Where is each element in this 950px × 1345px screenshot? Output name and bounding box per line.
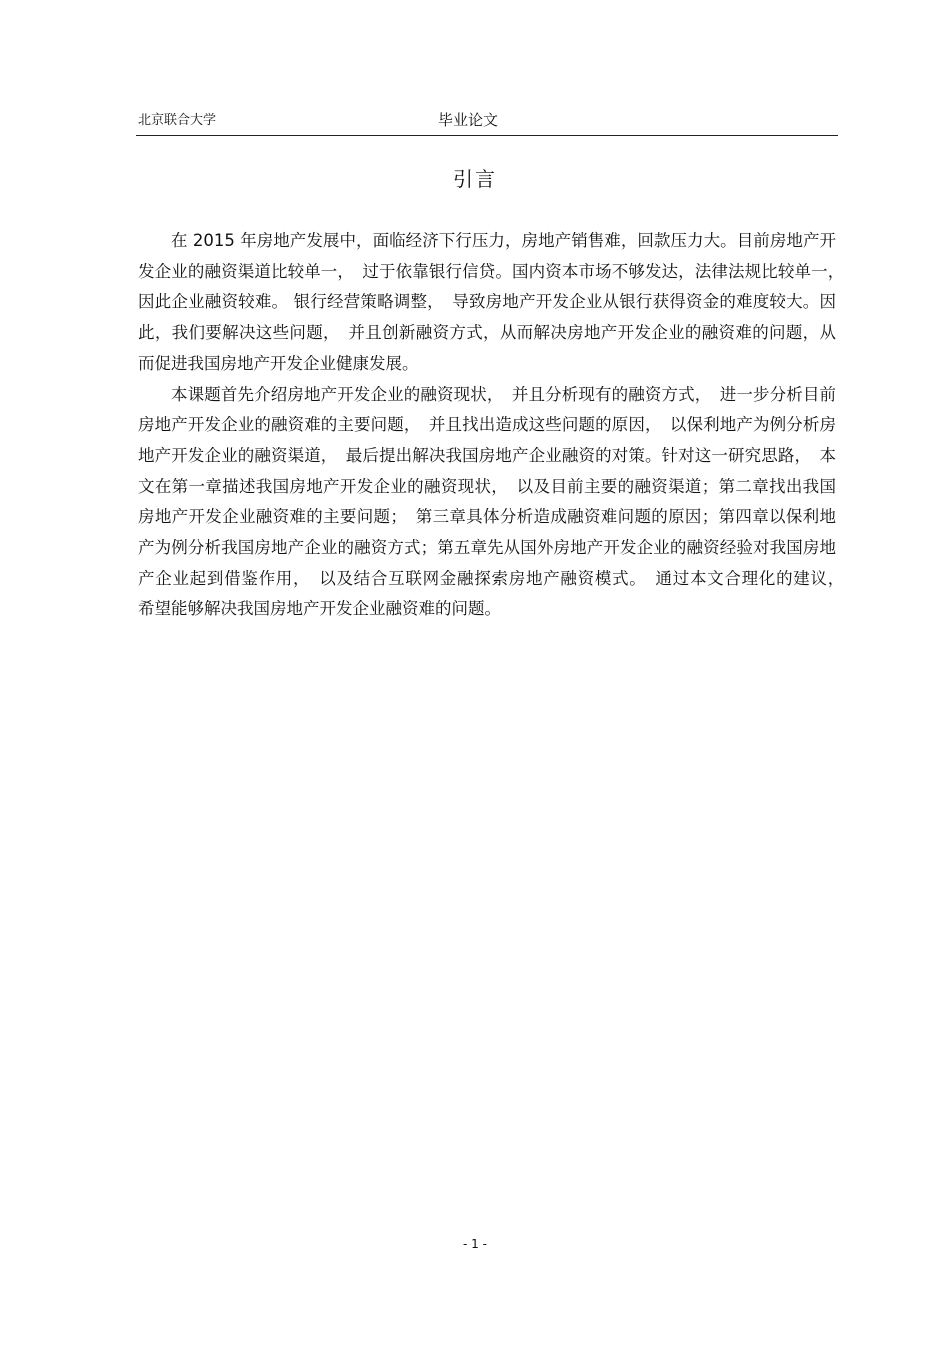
header-doc-type: 毕业论文 xyxy=(438,111,499,129)
body-text xyxy=(138,226,853,625)
section-title: 引言 xyxy=(453,167,497,191)
paragraph-1: 在 2015 年房地产发展中，面临经济下行压力，房地产销售难，回款压力大。目前房地产开发企业的融资渠道比较单一， 过于依靠银行信贷。国内资本市场不够发达，法律法规比较单一， 因此企业融资较难。 银行经营策略调整， 导致房地产开发企业从银行获得资金的难度较大。因此，我们要解决这些问题， 并且创新融资方式，从而解决房地产开发企业的融资难的问题，从而促进我国房地产开发企业健康发展。 xyxy=(138,231,853,373)
header-divider xyxy=(136,135,838,136)
page-number: - 1 - xyxy=(463,1237,487,1251)
paragraph-2: 本课题首先介绍房地产开发企业的融资现状， 并且分析现有的融资方式， 进一步分析目前房地产开发企业的融资难的主要问题， 并且找出造成这些问题的原因， 以保利地产为例分析房地产开发企业的融资渠道， 最后提出解决我国房地产企业融资的对策。针对这一研究思路， 本文在第一章描述我国房地产开发企业的融资现状， 以及目前主要的融资渠道；第二章找出我国房地产开发企业融资难的主要问题； 第三章具体分析造成融资难问题的原因；第四章以保利地产为例分析我国房地产企业的融资方式；第五章先从国外房地产开发企业的融资经验对我国房地产企业起到借鉴作用， 以及结合互联网金融探索房地产融资模式。 通过本文合理化的建议， 希望能够解决我国房地产开发企业融资难的问题。 xyxy=(138,384,853,619)
header-university: 北京联合大学 xyxy=(138,113,217,128)
